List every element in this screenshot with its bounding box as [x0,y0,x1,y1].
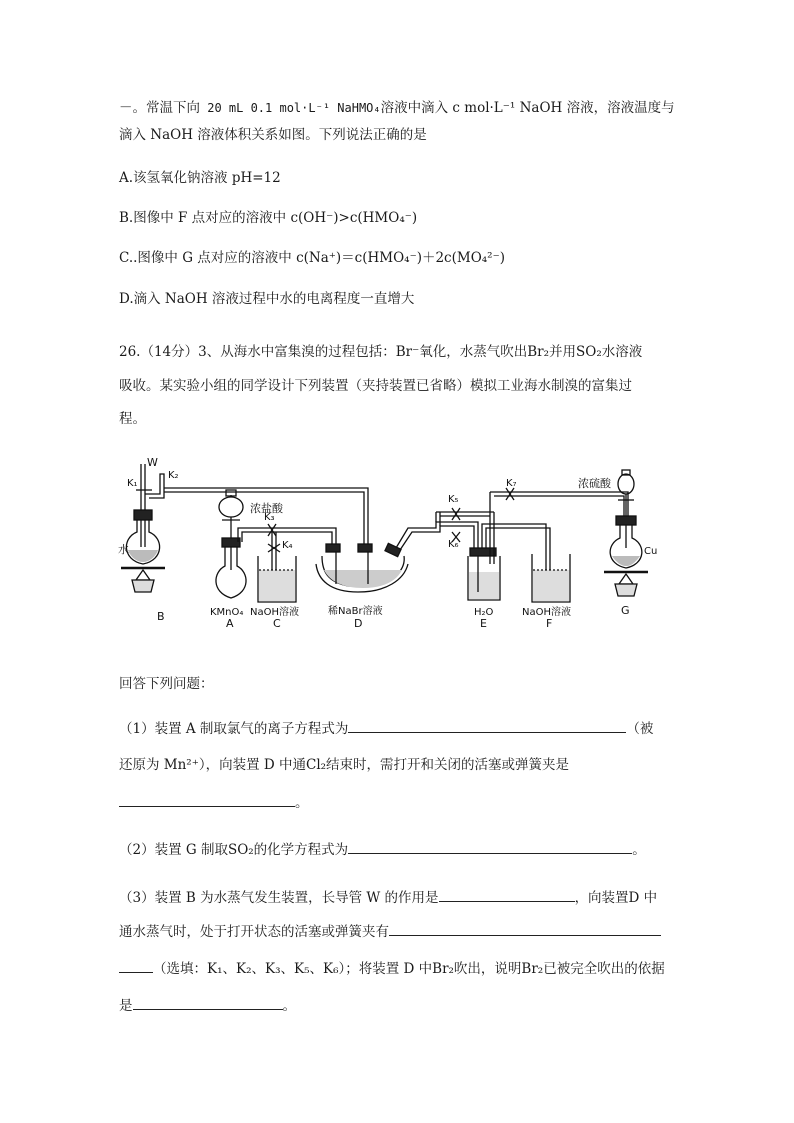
label-e: E [480,617,487,627]
label-h2o: H₂O [474,607,494,618]
apparatus-valves-k5-k6 [436,494,494,552]
q26-p2-text: （2）装置 G 制取SO₂的化学方程式为 [119,842,349,858]
label-w: W [147,456,158,469]
label-k4: K₄ [282,540,293,551]
q25-option-c: C..图像中 G 点对应的溶液中 c(Na⁺)＝c(HMO₄⁻)＋2c(MO₄²⁻) [119,250,505,266]
q26-p1-blank1[interactable] [348,719,626,733]
q26-p1-line3 [119,791,309,811]
label-conc-h2so4: 浓硫酸 [578,477,611,490]
q25-option-d: D.滴入 NaOH 溶液过程中水的电离程度一直增大 [119,291,415,307]
q26-stem-line3: 程。 [119,411,146,427]
q26-p3-blank2[interactable] [389,922,661,936]
q26-p3-blank1[interactable] [439,888,575,902]
apparatus-b [118,456,368,623]
label-nabr: 稀NaBr溶液 [328,606,383,617]
q26-p1-line1 [119,717,653,737]
q26-stem-line2: 吸收。某实验小组的同学设计下列装置（夹持装置已省略）模拟工业海水制溴的富集过 [119,378,632,394]
q26-p2-line1-end: 。 [632,842,646,858]
label-k5: K₅ [448,494,459,505]
q25-intro-concentration: 20 mL 0.1 mol·L⁻¹ NaHMO₄ [200,101,381,115]
apparatus-c [250,532,299,627]
q26-p3-line1-end: ，向装置D 中 [574,890,658,906]
q26-stem-line1: 26.（14分）3、从海水中富集溴的过程包括：Br⁻氧化，水蒸气吹出Br₂并用SO₂水溶液 [119,344,643,360]
q26-p3-line2-text: 通水蒸气时，处于打开状态的活塞或弹簧夹有 [119,924,389,940]
q26-p3-blank4[interactable] [133,996,283,1010]
label-k1: K₁ [127,478,138,489]
q26-p3-line1 [119,886,657,906]
label-cu: Cu [644,546,658,557]
label-a: A [226,617,234,627]
q26-p2-line1 [119,838,646,858]
q25-intro-prefix: －。常温下向 [119,100,200,116]
answer-prompt: 回答下列问题： [119,676,214,692]
label-k3: K₃ [264,512,275,523]
label-naoh-f: NaOH溶液 [522,607,571,618]
label-c: C [273,617,281,627]
label-k2: K₂ [168,470,179,481]
q26-p3-line4-end: 。 [282,998,296,1014]
q25-option-a: A.该氢氧化钠溶液 pH=12 [119,170,281,186]
q26-p3-line4 [119,994,296,1014]
q26-p3-line4-text: 是 [119,998,133,1014]
q26-p3-line2 [119,920,661,940]
q25-option-b: B.图像中 F 点对应的溶液中 c(OH⁻)>c(HMO₄⁻) [119,210,418,226]
q26-p3-line3 [119,957,665,977]
q26-p3-line3-text: （选填：K₁、K₂、K₃、K₅、K₆）；将装置 D 中Br₂吹出，说明Br₂已被完全吹出的依据 [153,961,665,977]
q26-p1-line2: 还原为 Mn²⁺），向装置 D 中通Cl₂结束时，需打开和关闭的活塞或弹簧夹是 [119,757,570,773]
label-water: 水 [118,543,129,556]
label-k6: K₆ [448,539,459,550]
label-g: G [621,604,630,617]
q26-p1-blank2[interactable] [119,793,295,807]
label-b: B [157,610,165,623]
q26-p3-blank3[interactable] [119,959,153,973]
label-kmno4: KMnO₄ [210,607,244,618]
q26-p1-line3-end: 。 [295,795,309,811]
q26-p1-text: （1）装置 A 制取氯气的离子方程式为 [119,721,349,737]
label-k7: K₇ [506,478,517,489]
label-d: D [354,617,363,627]
q26-p3-text: （3）装置 B 为水蒸气发生装置，长导管 W 的作用是 [119,890,439,906]
q26-p2-blank[interactable] [348,840,632,854]
label-naoh-c: NaOH溶液 [250,607,299,618]
q25-intro-suffix: 溶液中滴入 c mol·L⁻¹ NaOH 溶液，溶液温度与 [380,100,675,116]
label-f: F [546,617,553,627]
q25-intro-line1 [119,96,675,116]
q26-p1-line1-end: （被 [626,721,654,737]
label-conc-hcl: 浓盐酸 [250,502,283,515]
apparatus-diagram [118,452,678,627]
q25-intro-line2: 滴入 NaOH 溶液体积关系如图。下列说法正确的是 [119,127,427,143]
